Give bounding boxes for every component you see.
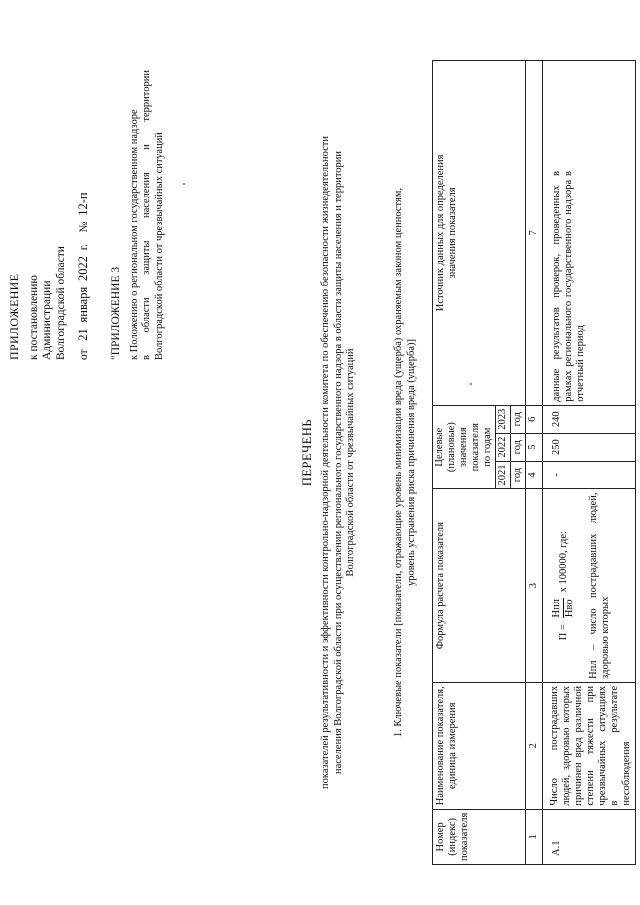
header-source [433,61,526,406]
row-value-2023: 240 [543,405,636,433]
header-index [433,809,526,864]
subtitle-line-3: Волгоградской области от чрезвычайных ситуаций [345,348,356,577]
formula-main [551,493,576,679]
col-number-5: 5 [526,433,543,461]
indicators-table [432,60,636,865]
section-1-line-2: уровень устранения риска причинения вреда (ущерба)] [405,338,417,587]
document-title: ПЕРЕЧЕНЬ [300,418,314,487]
appendix-title: ПРИЛОЖЕНИЕ [7,273,21,360]
header-index-line-1: Номер [435,822,446,852]
header-targets-line-3: по годам [482,427,493,467]
row-name: Число пострадавших людей, здоровью которых причинен вред различной степени тяжести при чрезвычайных ситуациях в результате несоблюдения [543,682,636,809]
date-year: 2022 [76,256,90,282]
header-year-2023: 2023 [496,405,511,433]
row-index: А.1 [543,809,636,864]
header-row-1 [433,61,496,865]
formula-rest: x 100000, где: [557,531,569,593]
header-year-unit-2: год [511,433,526,461]
subtitle-line-2: населения Волгоградской области при осуществлении регионального государственного надзора в области защиты населения и территории [332,150,344,775]
appendix-line-1: к постановлению [27,275,40,360]
scan-speck [470,383,472,385]
formula-explanation: Нпл – число пострадавших людей, здоровью которых [588,492,611,679]
header-targets-line-2: значения показателя [458,422,481,472]
header-targets [433,405,496,489]
formula-lhs: П = [557,624,569,641]
header-year-unit-3: год [511,405,526,433]
header-name-line-2: единица измерения [447,702,458,790]
number-label: № [78,221,90,233]
header-name-line-1: Наименование показателя, [435,686,446,806]
appendix3-line-2: в области защиты населения и территории [141,70,152,360]
header-formula: Формула расчета показателя [433,489,526,682]
col-number-3: 3 [526,489,543,682]
col-number-7: 7 [526,61,543,406]
appendix-line-2: Администрации [41,280,53,360]
header-year-2022: 2022 [496,433,511,461]
section-1-heading [393,60,418,865]
appendix-line-3: Волгоградской области [54,246,67,360]
row-source: данные результатов проверок, проведенных в рамках регионального государственного надзора в отчетный период [543,61,636,406]
formula-numerator: Нпл [551,599,562,618]
document-subtitle [320,60,358,865]
appendix3-title: "ПРИЛОЖЕНИЕ 3 [110,266,122,360]
header-index-line-3: показателя [459,812,470,861]
col-number-2: 2 [526,682,543,809]
table-row [543,61,636,865]
col-number-1: 1 [526,809,543,864]
formula-fraction [551,598,576,618]
appendix-date-line [77,60,92,360]
scan-speck [183,183,185,185]
col-number-4: 4 [526,461,543,489]
header-year-unit-1: год [511,461,526,489]
formula-denominator: Нво [564,599,575,618]
row-value-2021: - [543,461,636,489]
header-source-line-1: Источник данных для определения [435,154,446,312]
appendix-header [8,60,92,360]
appendix3-line-3: Волгоградской области от чрезвычайных ситуаций [153,132,165,360]
date-suffix: г. [78,243,90,251]
header-index-line-2: (индекс) [447,817,458,856]
date-prefix: от [78,349,90,360]
row-value-2022: 250 [543,433,636,461]
date-month: января [76,286,90,323]
header-targets-line-1: Целевые (плановые) [434,422,457,473]
subtitle-line-1: показателей результативности и эффективности контрольно-надзорной деятельности комитета по обеспечению безопасности жизнедеятельности [320,136,331,789]
header-year-2021: 2021 [496,461,511,489]
column-numbers-row [526,61,543,865]
appendix3-line-1: к Положению о региональном государственном надзоре [128,109,140,360]
appendix3-block [110,60,166,360]
number-value: 12-п [76,192,90,216]
section-1-line-1: 1. Ключевые показатели [показатели, отражающие уровень минимизации вреда (ущерба) охраняемым законом ценностям, [393,187,404,738]
row-formula [543,489,636,682]
header-name [433,682,526,809]
col-number-6: 6 [526,405,543,433]
header-source-line-2: значения показателя [447,187,458,279]
date-day: 21 [76,328,90,341]
